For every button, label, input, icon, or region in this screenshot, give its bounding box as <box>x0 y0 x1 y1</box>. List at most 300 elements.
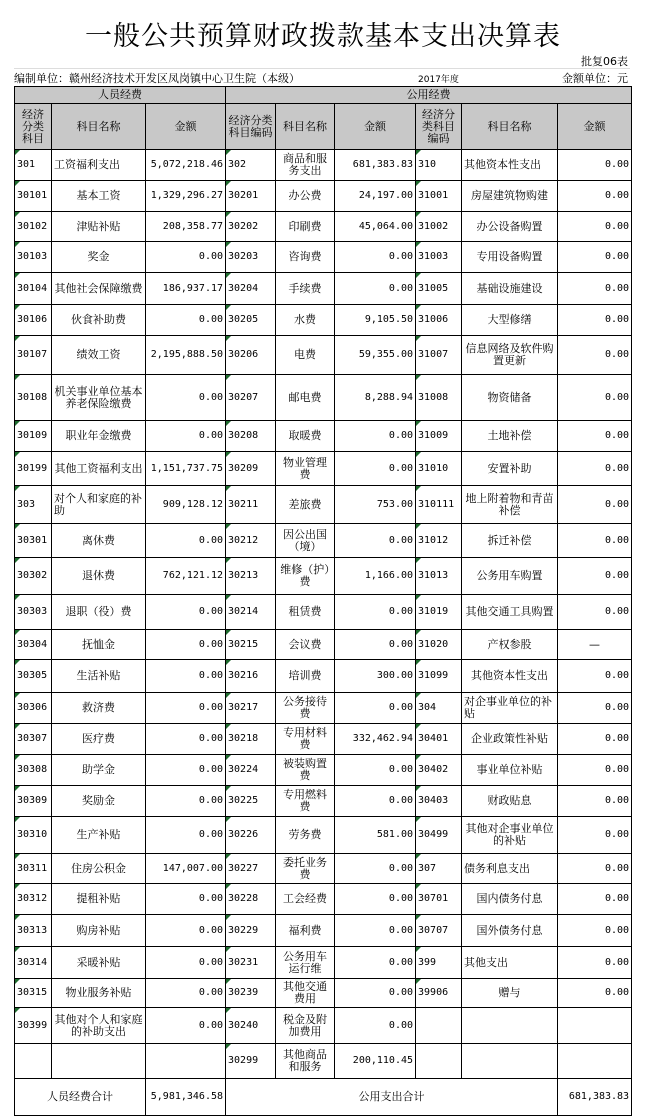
table-row <box>15 336 632 375</box>
table-row <box>15 486 632 524</box>
cell-name: 商品和服务支出 <box>276 150 335 181</box>
cell-name: 福利费 <box>276 915 335 947</box>
table-row <box>15 452 632 486</box>
cell-amount: 0.00 <box>558 452 632 486</box>
cell-name: 职业年金缴费 <box>52 421 146 452</box>
cell-amount: 0.00 <box>146 630 226 660</box>
cell-code: 30104 <box>15 273 52 305</box>
column-header-row <box>15 104 632 150</box>
cell-code: 31020 <box>416 630 462 660</box>
cell-amount: 0.00 <box>335 979 416 1008</box>
cell-amount: 0.00 <box>335 755 416 786</box>
cell-amount: 0.00 <box>558 724 632 755</box>
cell-name: 委托业务费 <box>276 854 335 884</box>
column-header-code: 经济分类科目 <box>15 104 52 150</box>
cell-code: 30208 <box>226 421 276 452</box>
cell-name <box>462 1008 558 1044</box>
cell-code: 30401 <box>416 724 462 755</box>
cell-amount: 0.00 <box>558 817 632 854</box>
cell-name <box>462 1044 558 1079</box>
cell-name: 公务用车运行维 <box>276 947 335 979</box>
cell-code: 30701 <box>416 884 462 915</box>
fiscal-year: 2017年度 <box>418 75 459 85</box>
table-row <box>15 375 632 421</box>
cell-amount: 2,195,888.50 <box>146 336 226 375</box>
cell-code: 31008 <box>416 375 462 421</box>
cell-name: 物业管理费 <box>276 452 335 486</box>
cell-amount: 0.00 <box>335 884 416 915</box>
cell-name: 生活补贴 <box>52 660 146 693</box>
cell-name: 租赁费 <box>276 595 335 630</box>
cell-name: 国外债务付息 <box>462 915 558 947</box>
public-group-header: 公用经费 <box>226 87 632 104</box>
cell-code: 30226 <box>226 817 276 854</box>
cell-amount: 0.00 <box>558 273 632 305</box>
cell-code: 31010 <box>416 452 462 486</box>
cell-amount: 0.00 <box>146 884 226 915</box>
public-total-amount: 681,383.83 <box>558 1079 632 1116</box>
cell-code: 30403 <box>416 786 462 817</box>
cell-name: 信息网络及软件购置更新 <box>462 336 558 375</box>
cell-amount: 0.00 <box>558 693 632 724</box>
cell-amount: 0.00 <box>558 915 632 947</box>
cell-code: 30305 <box>15 660 52 693</box>
cell-code: 30307 <box>15 724 52 755</box>
cell-code: 30202 <box>226 212 276 242</box>
table-row <box>15 1008 632 1044</box>
table-row <box>15 630 632 660</box>
cell-code: 30217 <box>226 693 276 724</box>
cell-amount: 0.00 <box>146 693 226 724</box>
cell-amount: 186,937.17 <box>146 273 226 305</box>
cell-amount: 0.00 <box>558 979 632 1008</box>
cell-name: 奖金 <box>52 242 146 273</box>
cell-amount: 147,007.00 <box>146 854 226 884</box>
cell-name: 其他工资福利支出 <box>52 452 146 486</box>
table-row <box>15 558 632 595</box>
cell-code: 303 <box>15 486 52 524</box>
cell-name: 事业单位补贴 <box>462 755 558 786</box>
column-header-amount: 金额 <box>335 104 416 150</box>
column-header-amount: 金额 <box>146 104 226 150</box>
cell-name: 印刷费 <box>276 212 335 242</box>
column-header-name: 科目名称 <box>276 104 335 150</box>
table-row <box>15 421 632 452</box>
cell-code: 30206 <box>226 336 276 375</box>
cell-code: 30207 <box>226 375 276 421</box>
table-row <box>15 305 632 336</box>
cell-code: 30227 <box>226 854 276 884</box>
column-header-code: 经济分类科目编码 <box>416 104 462 150</box>
cell-code: 30199 <box>15 452 52 486</box>
cell-name: 绩效工资 <box>52 336 146 375</box>
cell-amount: 0.00 <box>558 854 632 884</box>
cell-code: 30106 <box>15 305 52 336</box>
cell-name: 提租补贴 <box>52 884 146 915</box>
cell-name: 安置补助 <box>462 452 558 486</box>
cell-name: 水费 <box>276 305 335 336</box>
personnel-total-label: 人员经费合计 <box>15 1079 146 1116</box>
cell-amount: 0.00 <box>558 524 632 558</box>
cell-name: 基本工资 <box>52 181 146 212</box>
cell-name: 抚恤金 <box>52 630 146 660</box>
cell-code: 30308 <box>15 755 52 786</box>
cell-code: 30707 <box>416 915 462 947</box>
cell-code: 30107 <box>15 336 52 375</box>
table-row <box>15 181 632 212</box>
cell-name: 专用燃料费 <box>276 786 335 817</box>
cell-amount: 0.00 <box>558 305 632 336</box>
cell-code: 399 <box>416 947 462 979</box>
cell-amount: 0.00 <box>335 693 416 724</box>
cell-name: 公务接待费 <box>276 693 335 724</box>
cell-amount: 5,072,218.46 <box>146 150 226 181</box>
cell-name: 大型修缮 <box>462 305 558 336</box>
cell-amount: 332,462.94 <box>335 724 416 755</box>
info-line <box>14 70 630 84</box>
cell-code: 30306 <box>15 693 52 724</box>
cell-code: 30229 <box>226 915 276 947</box>
cell-name: 退职（役）费 <box>52 595 146 630</box>
cell-code: 30228 <box>226 884 276 915</box>
cell-amount: 0.00 <box>146 915 226 947</box>
table-row <box>15 755 632 786</box>
cell-name: 医疗费 <box>52 724 146 755</box>
cell-name: 地上附着物和青苗补偿 <box>462 486 558 524</box>
cell-name: 房屋建筑物购建 <box>462 181 558 212</box>
cell-name: 救济费 <box>52 693 146 724</box>
cell-amount: 0.00 <box>558 660 632 693</box>
column-header-name: 科目名称 <box>462 104 558 150</box>
cell-name: 产权参股 <box>462 630 558 660</box>
cell-name: 其他资本性支出 <box>462 150 558 181</box>
cell-code: 30211 <box>226 486 276 524</box>
group-header-row <box>15 87 632 104</box>
cell-name: 其他对企事业单位的补贴 <box>462 817 558 854</box>
table-row <box>15 786 632 817</box>
cell-code: 30108 <box>15 375 52 421</box>
cell-code: 30102 <box>15 212 52 242</box>
cell-amount: 0.00 <box>146 421 226 452</box>
cell-amount: 0.00 <box>335 452 416 486</box>
cell-code: 31009 <box>416 421 462 452</box>
cell-name: 邮电费 <box>276 375 335 421</box>
cell-name: 手续费 <box>276 273 335 305</box>
cell-code: 31012 <box>416 524 462 558</box>
cell-name: 采暖补贴 <box>52 947 146 979</box>
cell-amount: 909,128.12 <box>146 486 226 524</box>
cell-name: 伙食补助费 <box>52 305 146 336</box>
cell-name: 培训费 <box>276 660 335 693</box>
cell-name: 生产补贴 <box>52 817 146 854</box>
cell-amount: 59,355.00 <box>335 336 416 375</box>
cell-amount: 0.00 <box>335 421 416 452</box>
table-row <box>15 524 632 558</box>
table-row <box>15 150 632 181</box>
cell-code: 30402 <box>416 755 462 786</box>
cell-amount: 0.00 <box>558 595 632 630</box>
personnel-total-amount: 5,981,346.58 <box>146 1079 226 1116</box>
cell-code: 30224 <box>226 755 276 786</box>
cell-code: 30218 <box>226 724 276 755</box>
cell-code: 30240 <box>226 1008 276 1044</box>
cell-name: 差旅费 <box>276 486 335 524</box>
cell-amount: 753.00 <box>335 486 416 524</box>
expenditure-table <box>14 86 632 1116</box>
cell-amount: 300.00 <box>335 660 416 693</box>
cell-amount: 0.00 <box>558 421 632 452</box>
cell-amount: 0.00 <box>558 181 632 212</box>
cell-amount: 0.00 <box>146 1008 226 1044</box>
cell-amount: 0.00 <box>558 375 632 421</box>
cell-code: 30399 <box>15 1008 52 1044</box>
cell-name: 专用设备购置 <box>462 242 558 273</box>
cell-amount: 208,358.77 <box>146 212 226 242</box>
cell-name: 其他对个人和家庭的补助支出 <box>52 1008 146 1044</box>
cell-code: 30299 <box>226 1044 276 1079</box>
cell-amount: 0.00 <box>146 786 226 817</box>
table-row <box>15 817 632 854</box>
cell-name: 公务用车购置 <box>462 558 558 595</box>
cell-amount: 0.00 <box>146 242 226 273</box>
cell-name: 财政贴息 <box>462 786 558 817</box>
cell-amount: 0.00 <box>558 336 632 375</box>
table-row <box>15 242 632 273</box>
cell-amount: 0.00 <box>335 786 416 817</box>
cell-code: 30205 <box>226 305 276 336</box>
cell-name: 办公设备购置 <box>462 212 558 242</box>
cell-amount <box>558 1044 632 1079</box>
cell-code: 30109 <box>15 421 52 452</box>
cell-amount: 0.00 <box>146 755 226 786</box>
cell-name: 拆迁补偿 <box>462 524 558 558</box>
cell-amount: 581.00 <box>335 817 416 854</box>
cell-code: 31007 <box>416 336 462 375</box>
cell-name: 物资储备 <box>462 375 558 421</box>
cell-name: 津贴补贴 <box>52 212 146 242</box>
cell-name: 电费 <box>276 336 335 375</box>
cell-amount: 45,064.00 <box>335 212 416 242</box>
cell-name: 机关事业单位基本养老保险缴费 <box>52 375 146 421</box>
cell-name: 工资福利支出 <box>52 150 146 181</box>
cell-code: 307 <box>416 854 462 884</box>
public-total-label: 公用支出合计 <box>226 1079 558 1116</box>
table-row <box>15 1044 632 1079</box>
table-row <box>15 915 632 947</box>
cell-amount: 0.00 <box>146 817 226 854</box>
cell-name: 助学金 <box>52 755 146 786</box>
cell-code: 31006 <box>416 305 462 336</box>
cell-code: 30212 <box>226 524 276 558</box>
cell-name: 离休费 <box>52 524 146 558</box>
cell-amount: 200,110.45 <box>335 1044 416 1079</box>
cell-amount: 0.00 <box>335 854 416 884</box>
table-row <box>15 212 632 242</box>
cell-name: 咨询费 <box>276 242 335 273</box>
cell-name <box>52 1044 146 1079</box>
cell-amount: 681,383.83 <box>335 150 416 181</box>
page-title: 一般公共预算财政拨款基本支出决算表 <box>85 21 561 52</box>
cell-name: 因公出国（境） <box>276 524 335 558</box>
cell-amount: 1,329,296.27 <box>146 181 226 212</box>
cell-code <box>416 1008 462 1044</box>
cell-amount: 0.00 <box>558 786 632 817</box>
cell-name: 专用材料费 <box>276 724 335 755</box>
cell-code <box>416 1044 462 1079</box>
cell-code: 31019 <box>416 595 462 630</box>
cell-amount: 0.00 <box>146 595 226 630</box>
cell-code: 30225 <box>226 786 276 817</box>
cell-code: 31005 <box>416 273 462 305</box>
cell-code: 30315 <box>15 979 52 1008</box>
cell-name: 税金及附加费用 <box>276 1008 335 1044</box>
cell-amount: 762,121.12 <box>146 558 226 595</box>
cell-name: 维修（护）费 <box>276 558 335 595</box>
cell-code: 30214 <box>226 595 276 630</box>
cell-code: 30312 <box>15 884 52 915</box>
cell-code: 310111 <box>416 486 462 524</box>
cell-code: 30499 <box>416 817 462 854</box>
cell-name: 赠与 <box>462 979 558 1008</box>
cell-amount: 1,151,737.75 <box>146 452 226 486</box>
cell-name: 购房补贴 <box>52 915 146 947</box>
cell-code: 30304 <box>15 630 52 660</box>
cell-name: 债务利息支出 <box>462 854 558 884</box>
cell-code: 39906 <box>416 979 462 1008</box>
cell-amount: 0.00 <box>146 979 226 1008</box>
cell-name: 办公费 <box>276 181 335 212</box>
cell-amount: 1,166.00 <box>335 558 416 595</box>
personnel-group-header: 人员经费 <box>15 87 226 104</box>
cell-name: 土地补偿 <box>462 421 558 452</box>
cell-amount: 0.00 <box>558 486 632 524</box>
column-header-code: 经济分类科目编码 <box>226 104 276 150</box>
column-header-amount: 金额 <box>558 104 632 150</box>
cell-code: 30216 <box>226 660 276 693</box>
cell-amount: 0.00 <box>558 884 632 915</box>
cell-code: 30201 <box>226 181 276 212</box>
table-row <box>15 947 632 979</box>
cell-name: 退休费 <box>52 558 146 595</box>
table-row <box>15 854 632 884</box>
totals-row <box>15 1079 632 1116</box>
cell-code: 30231 <box>226 947 276 979</box>
cell-code: 31013 <box>416 558 462 595</box>
table-row <box>15 693 632 724</box>
cell-name: 物业服务补贴 <box>52 979 146 1008</box>
cell-amount: 0.00 <box>558 558 632 595</box>
cell-name: 奖励金 <box>52 786 146 817</box>
table-row <box>15 724 632 755</box>
cell-amount: 0.00 <box>146 524 226 558</box>
cell-code: 30310 <box>15 817 52 854</box>
cell-name: 其他交通费用 <box>276 979 335 1008</box>
cell-code: 31002 <box>416 212 462 242</box>
cell-amount: 0.00 <box>335 242 416 273</box>
cell-amount: 0.00 <box>558 212 632 242</box>
cell-name: 工会经费 <box>276 884 335 915</box>
cell-code: 304 <box>416 693 462 724</box>
cell-name: 其他交通工具购置 <box>462 595 558 630</box>
cell-code: 30103 <box>15 242 52 273</box>
cell-code: 310 <box>416 150 462 181</box>
cell-amount: 0.00 <box>146 305 226 336</box>
cell-code: 31003 <box>416 242 462 273</box>
cell-amount <box>558 1008 632 1044</box>
cell-amount: 0.00 <box>558 947 632 979</box>
table-row <box>15 595 632 630</box>
cell-amount <box>146 1044 226 1079</box>
cell-code: 31001 <box>416 181 462 212</box>
table-row <box>15 273 632 305</box>
cell-code: 301 <box>15 150 52 181</box>
cell-amount: 0.00 <box>146 724 226 755</box>
cell-code <box>15 1044 52 1079</box>
cell-amount: 0.00 <box>335 595 416 630</box>
cell-name: 其他支出 <box>462 947 558 979</box>
cell-code: 30309 <box>15 786 52 817</box>
cell-amount: 0.00 <box>558 755 632 786</box>
cell-code: 30215 <box>226 630 276 660</box>
cell-code: 30213 <box>226 558 276 595</box>
cell-amount: 0.00 <box>558 242 632 273</box>
cell-amount: 0.00 <box>146 660 226 693</box>
header-grid-line <box>14 52 630 69</box>
cell-amount: 0.00 <box>558 150 632 181</box>
cell-name: 对企事业单位的补贴 <box>462 693 558 724</box>
cell-code: 30239 <box>226 979 276 1008</box>
cell-name: 企业政策性补贴 <box>462 724 558 755</box>
currency-unit: 金额单位：元 <box>562 72 628 85</box>
cell-amount: 0.00 <box>335 273 416 305</box>
cell-name: 其他资本性支出 <box>462 660 558 693</box>
cell-name: 劳务费 <box>276 817 335 854</box>
cell-name: 会议费 <box>276 630 335 660</box>
table-row <box>15 884 632 915</box>
cell-code: 30314 <box>15 947 52 979</box>
cell-code: 30204 <box>226 273 276 305</box>
cell-amount: 8,288.94 <box>335 375 416 421</box>
cell-code: 302 <box>226 150 276 181</box>
cell-code: 30101 <box>15 181 52 212</box>
cell-name: 国内债务付息 <box>462 884 558 915</box>
cell-amount: 0.00 <box>335 1008 416 1044</box>
cell-code: 30301 <box>15 524 52 558</box>
cell-amount: 0.00 <box>335 947 416 979</box>
cell-code: 30302 <box>15 558 52 595</box>
cell-code: 30203 <box>226 242 276 273</box>
cell-amount: 0.00 <box>146 947 226 979</box>
cell-name: 其他社会保障缴费 <box>52 273 146 305</box>
cell-name: 对个人和家庭的补助 <box>52 486 146 524</box>
cell-code: 30303 <box>15 595 52 630</box>
cell-amount: 0.00 <box>335 630 416 660</box>
table-number: 批复06表 <box>581 55 628 68</box>
reporting-unit: 编制单位：赣州经济技术开发区凤岗镇中心卫生院（本级） <box>14 72 300 85</box>
cell-code: 30313 <box>15 915 52 947</box>
cell-name: 被装购置费 <box>276 755 335 786</box>
cell-amount: 0.00 <box>146 375 226 421</box>
cell-code: 30311 <box>15 854 52 884</box>
cell-amount: 9,105.50 <box>335 305 416 336</box>
cell-amount: 24,197.00 <box>335 181 416 212</box>
cell-amount: — <box>558 630 632 660</box>
cell-name: 取暖费 <box>276 421 335 452</box>
column-header-name: 科目名称 <box>52 104 146 150</box>
table-row <box>15 979 632 1008</box>
cell-code: 30209 <box>226 452 276 486</box>
cell-name: 基础设施建设 <box>462 273 558 305</box>
